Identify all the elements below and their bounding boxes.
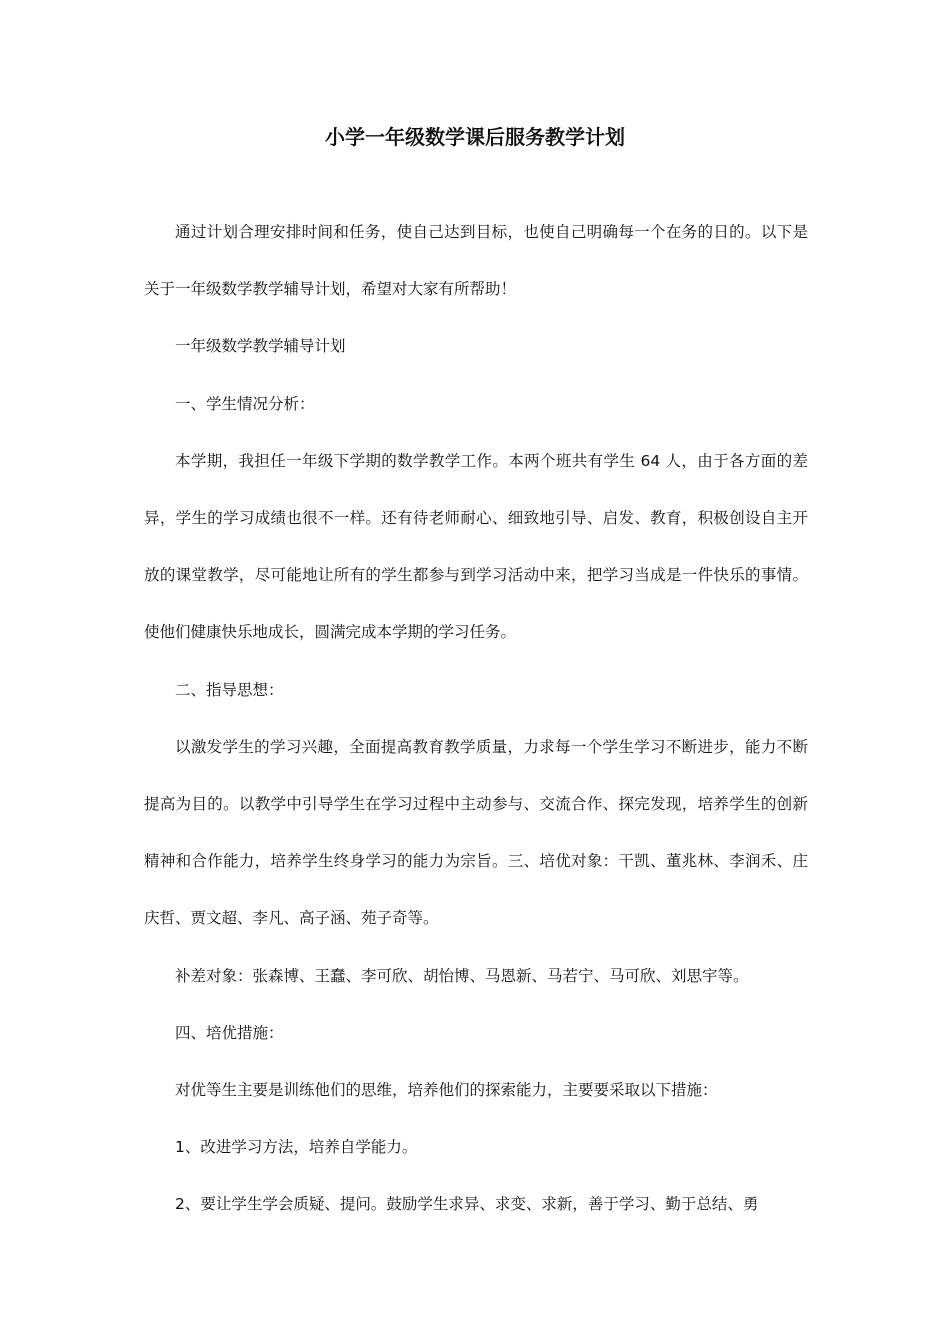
paragraph-measures-intro: 对优等生主要是训练他们的思维，培养他们的探索能力，主要要采取以下措施： xyxy=(175,1081,718,1100)
paragraph-student-analysis: 本学期，我担任一年级下学期的数学教学工作。本两个班共有学生 64 人，由于各方面的差异，学生的学习成绩也很不一样。还有待老师耐心、细致地引导、启发、教育，积极创设自主开放的课堂教学，尽可能地让所有的学生都参与到学习活动中来，把学习当成是一件快乐的事情。使他们健康快乐地成长，圆满完成本学期的学习任务。 xyxy=(144,451,808,642)
paragraph-remedial-targets: 补差对象：张森博、王蠢、李可欣、胡怡博、马恩新、马若宁、马可欣、刘思宇等。 xyxy=(175,966,749,985)
section-heading-measures: 四、培优措施： xyxy=(175,1023,284,1042)
paragraph-plan-heading: 一年级数学教学辅导计划 xyxy=(175,337,346,356)
list-item-measure-1: 1、改进学习方法，培养自学能力。 xyxy=(175,1138,418,1157)
section-heading-guiding-thought: 二、指导思想： xyxy=(175,680,284,699)
section-heading-student-analysis: 一、学生情况分析： xyxy=(175,394,315,413)
paragraph-intro: 通过计划合理安排时间和任务，使自己达到目标，也使自己明确每一个在务的日的。以下是关于一年级数学教学辅导计划，希望对大家有所帮助！ xyxy=(144,223,808,299)
paragraph-guiding-thought: 以激发学生的学习兴趣，全面提高教育教学质量，力求每一个学生学习不断进步，能力不断提高为目的。以教学中引导学生在学习过程中主动参与、交流合作、探完发现，培养学生的创新精神和合作能力，培养学生终身学习的能力为宗旨。三、培优对象：干凯、董兆林、李润禾、庄庆哲、贾文超、李凡、高子涵、苑子奇等。 xyxy=(144,737,808,928)
document-body xyxy=(144,204,808,1234)
list-item-measure-2: 2、要让学生学会质疑、提问。鼓励学生求异、求变、求新，善于学习、勤于总结、勇 xyxy=(175,1195,759,1214)
document-title: 小学一年级数学课后服务教学计划 xyxy=(325,125,625,149)
